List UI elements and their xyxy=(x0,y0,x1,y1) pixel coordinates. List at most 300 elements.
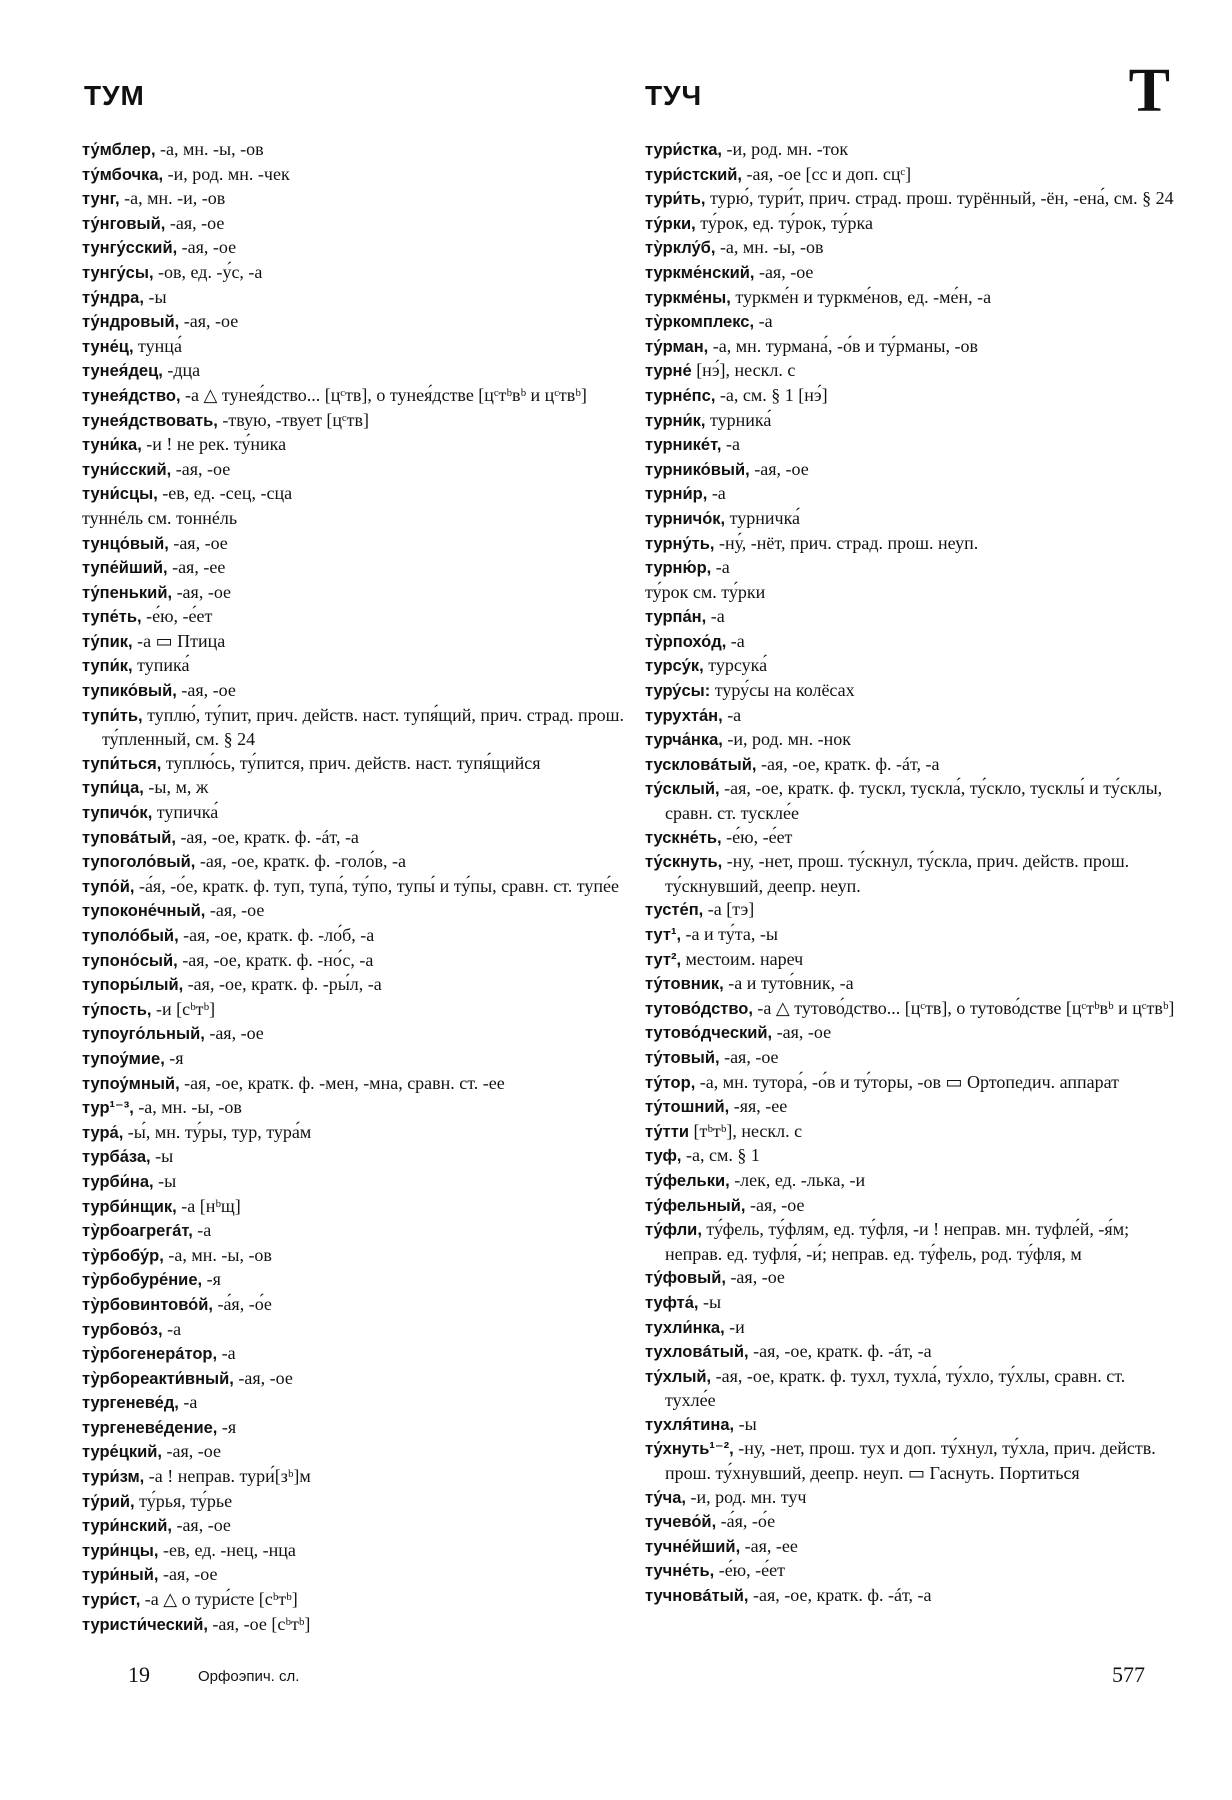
dictionary-entry xyxy=(645,679,1175,704)
dictionary-entry xyxy=(645,1095,1175,1120)
entry-definition: -а xyxy=(721,434,740,455)
entry-definition: -ы xyxy=(150,1146,174,1167)
entry-headword: ту́мблер, xyxy=(82,141,156,159)
entry-definition: -дца xyxy=(162,360,201,381)
entry-definition: -и, род. мн. туч xyxy=(686,1486,807,1507)
dictionary-entry xyxy=(645,581,1175,606)
entry-headword: тунея́дец, xyxy=(82,362,163,381)
dictionary-entry xyxy=(645,1437,1175,1485)
entry-headword: ту́ча, xyxy=(645,1488,687,1507)
entry-definition: -ая, -ое xyxy=(165,212,225,233)
entry-headword: тупе́ть, xyxy=(82,608,142,627)
dictionary-entry xyxy=(645,997,1175,1022)
entry-definition: -ая, -ое xyxy=(172,581,232,602)
entry-headword: турни́р, xyxy=(645,485,708,504)
dictionary-entry xyxy=(82,532,624,557)
dictionary-entry xyxy=(82,1121,624,1146)
dictionary-entry xyxy=(82,1072,624,1097)
entry-definition: -ая, -ее xyxy=(167,557,226,578)
dictionary-entry xyxy=(645,1510,1175,1535)
entry-definition: -я xyxy=(202,1269,221,1290)
dictionary-entry xyxy=(645,556,1175,581)
dictionary-entry xyxy=(82,507,624,532)
entry-headword: ту́товый, xyxy=(645,1048,720,1067)
entry-definition: -ая, -ое xyxy=(754,261,814,282)
entry-definition: -ая, -ое, кратк. ф. -мен, -мна, сравн. ст. -ее xyxy=(179,1072,505,1093)
entry-definition: туру́сы на колёсах xyxy=(710,680,855,701)
entry-headword: тунея́дство, xyxy=(82,386,181,405)
dictionary-entry xyxy=(645,1194,1175,1219)
entry-headword: ту́ндра, xyxy=(82,288,144,307)
entry-headword: тускне́ть, xyxy=(645,828,722,847)
entry-definition: -ая, -ое, кратк. ф. -ры́л, -а xyxy=(183,974,382,995)
entry-definition: -ну, -нет, прош. ту́скнул, ту́скла, прич. действ. прош. ту́скнувший, деепр. неуп. xyxy=(665,851,1130,896)
entry-headword: тупи́к, xyxy=(82,657,133,676)
dictionary-entry xyxy=(82,704,624,752)
dictionary-entry xyxy=(645,212,1175,237)
dictionary-entry xyxy=(645,1144,1175,1169)
entry-headword: турни́к, xyxy=(645,411,706,430)
entry-definition: -а и туто́вник, -а xyxy=(723,973,854,994)
entry-definition: -а xyxy=(217,1343,236,1364)
dictionary-entry xyxy=(645,261,1175,286)
left-guide-word: ТУМ xyxy=(84,80,145,111)
dictionary-entry xyxy=(82,163,624,188)
entry-definition: -и ! не рек. ту́ника xyxy=(141,434,287,455)
entry-headword: турсу́к, xyxy=(645,657,704,676)
entry-headword: тунгу́сы, xyxy=(82,263,154,282)
dictionary-entry xyxy=(82,310,624,335)
dictionary-entry xyxy=(645,507,1175,532)
entry-definition: -я xyxy=(164,1047,184,1068)
entry-headword: тунцо́вый, xyxy=(82,534,169,553)
entry-headword: ту́пенький, xyxy=(82,583,173,602)
dictionary-entry xyxy=(645,1584,1175,1609)
entry-headword: турне́ xyxy=(645,362,692,381)
signature-number: 19 xyxy=(128,1662,150,1687)
entry-definition: -ая, -ое, кратк. ф. -ло́б, -а xyxy=(178,925,375,945)
entry-definition: -я xyxy=(217,1416,237,1437)
dictionary-entry xyxy=(645,898,1175,923)
entry-headword: тургеневе́д, xyxy=(82,1394,179,1413)
entry-definition: -а ▭ Птица xyxy=(132,630,226,651)
entry-definition: -а, мн. турмана́, -о́в и ту́рманы, -ов xyxy=(708,335,978,356)
entry-headword: туповáтый, xyxy=(82,828,176,847)
entry-headword: туне́ц, xyxy=(82,337,134,356)
dictionary-entry xyxy=(645,1413,1175,1438)
entry-definition: -ев, ед. -сец, -сца xyxy=(157,483,293,504)
entry-definition: -а ! неправ. тури́[зᵇ]м xyxy=(144,1466,311,1487)
dictionary-entry xyxy=(645,163,1175,188)
dictionary-entry xyxy=(82,1145,624,1170)
entry-headword: тури́стка, xyxy=(645,141,722,159)
dictionary-entry xyxy=(645,1486,1175,1511)
dictionary-entry xyxy=(645,1169,1175,1194)
entry-headword: турухта́н, xyxy=(645,706,723,725)
right-guide-word: ТУЧ xyxy=(645,80,703,111)
entry-headword: ту́скнуть, xyxy=(645,853,723,872)
entry-definition: -а △ о тури́сте [сᵇтᵇ] xyxy=(140,1589,298,1610)
entry-definition: -ая, -ее xyxy=(740,1535,798,1556)
entry-definition: турничка́ xyxy=(725,507,801,528)
dictionary-entry xyxy=(82,899,624,924)
entry-definition: -ая, -ое xyxy=(171,1515,231,1536)
entry-headword: туркме́ны, xyxy=(645,288,731,307)
dictionary-entry xyxy=(82,556,624,581)
entry-headword: турну́ть, xyxy=(645,534,715,553)
entry-headword: ту́нговый, xyxy=(82,214,166,233)
entry-definition: -твую, -твует [цᶜтв] xyxy=(217,409,370,430)
entry-headword: туф, xyxy=(645,1147,682,1166)
dictionary-entry xyxy=(645,1071,1175,1096)
entry-definition: турника́ xyxy=(705,409,772,430)
dictionary-entry xyxy=(645,236,1175,261)
entry-definition: -ая, -ое xyxy=(168,532,228,553)
dictionary-entry xyxy=(645,605,1175,630)
entry-headword: тури́нский, xyxy=(82,1517,172,1536)
dictionary-entry xyxy=(645,654,1175,679)
entry-definition: -ая, -ое xyxy=(745,1194,805,1215)
right-column xyxy=(645,138,1175,1609)
dictionary-entry xyxy=(82,261,624,286)
dictionary-entry xyxy=(82,1490,624,1515)
dictionary-entry xyxy=(82,236,624,261)
entry-definition: -ая, -ое, кратк. ф. -голо́в, -а xyxy=(195,851,407,872)
entry-headword: туни́сцы, xyxy=(82,485,158,504)
entry-definition: -а, мн. тутора́, -о́в и ту́торы, -ов ▭ Ортопедич. аппарат xyxy=(695,1071,1120,1092)
entry-definition: -ая, -ое, кратк. ф. -áт, -а xyxy=(756,753,940,774)
dictionary-entry xyxy=(82,1268,624,1293)
dictionary-entry xyxy=(82,458,624,483)
dictionary-entry xyxy=(82,335,624,360)
entry-definition: -а и ту́та, -ы xyxy=(681,924,778,944)
entry-definition: -ая, -ое xyxy=(176,680,236,701)
entry-headword: тупоры́лый, xyxy=(82,976,184,995)
dictionary-entry xyxy=(82,1367,624,1392)
entry-definition: -ая, -ое xyxy=(749,458,809,479)
entry-definition: -а xyxy=(162,1318,182,1339)
dictionary-entry xyxy=(645,335,1175,360)
page-number: 577 xyxy=(1112,1662,1145,1687)
dictionary-entry xyxy=(82,801,624,826)
dictionary-entry xyxy=(645,948,1175,973)
dictionary-entry xyxy=(82,949,624,974)
entry-definition: -а xyxy=(722,704,742,725)
entry-headword: тупоу́мный, xyxy=(82,1074,180,1093)
dictionary-entry xyxy=(82,1318,624,1343)
dictionary-entry xyxy=(82,776,624,801)
entry-headword: тупи́ть, xyxy=(82,706,143,725)
dictionary-entry xyxy=(645,1021,1175,1046)
entry-headword: ту̀рбовинтово́й, xyxy=(82,1295,213,1314)
entry-headword: тучне́ть, xyxy=(645,1562,715,1581)
entry-headword: туфта́, xyxy=(645,1293,699,1312)
entry-headword: ту́фельный, xyxy=(645,1196,746,1215)
entry-definition: -ая, -ое, кратк. ф. -áт, -а xyxy=(175,826,359,847)
entry-definition: -и, род. мн. -чек xyxy=(163,163,290,184)
entry-definition: -ая, -ое, кратк. ф. -áт, -а xyxy=(748,1341,932,1362)
entry-definition: -и xyxy=(724,1316,745,1337)
entry-definition: -ая, -ое xyxy=(204,1023,264,1044)
entry-headword: турби́на, xyxy=(82,1172,154,1191)
dictionary-entry xyxy=(82,1195,624,1220)
dictionary-entry xyxy=(82,1514,624,1539)
entry-headword: тупоуго́льный, xyxy=(82,1025,205,1044)
dictionary-entry xyxy=(82,1563,624,1588)
entry-headword: тупоно́сый, xyxy=(82,951,178,970)
dictionary-entry xyxy=(645,409,1175,434)
dictionary-entry xyxy=(645,850,1175,898)
entry-headword: тури́ный, xyxy=(82,1566,159,1585)
dictionary-entry xyxy=(645,923,1175,948)
dictionary-entry xyxy=(82,1588,624,1613)
entry-headword: ту̀рборeакти́вный, xyxy=(82,1369,234,1388)
dictionary-entry xyxy=(82,998,624,1023)
entry-definition: туркме́н и туркме́нов, ед. -ме́н, -а xyxy=(730,286,992,307)
dictionary-entry xyxy=(645,630,1175,655)
entry-headword: ту́фли, xyxy=(645,1221,702,1240)
entry-headword: ту́пость, xyxy=(82,1000,152,1019)
entry-headword: туркме́нский, xyxy=(645,263,755,282)
entry-definition: -а xyxy=(754,311,773,332)
entry-definition: [нэ́], нескл. с xyxy=(691,360,796,381)
entry-definition: -а, см. § 1 xyxy=(681,1145,760,1166)
entry-headword: тухля́тина, xyxy=(645,1415,735,1434)
entry-headword: турню́р, xyxy=(645,559,712,578)
entry-headword: тури́зм, xyxy=(82,1468,145,1487)
entry-headword: ту̀рбобуре́ние, xyxy=(82,1271,203,1290)
dictionary-entry xyxy=(645,187,1175,212)
entry-definition: -а [тэ] xyxy=(703,899,755,920)
entry-definition: туплю́сь, ту́пится, прич. действ. наст. тупя́щийся xyxy=(161,752,541,773)
entry-definition: -ая, -ое xyxy=(772,1022,832,1043)
dictionary-entry xyxy=(645,458,1175,483)
entry-definition: ту́фель, ту́флям, ед. ту́фля, -и ! неправ. мн. туфле́й, -я́м; неправ. ед. туфля́, -и́; неправ. ед. ту́фель, род. ту́фля, м xyxy=(665,1219,1130,1264)
entry-headword: тутово́дческий, xyxy=(645,1024,773,1043)
entry-headword: тунгу́сский, xyxy=(82,239,178,258)
entry-headword: ту́хнуть¹⁻², xyxy=(645,1440,734,1459)
entry-headword: тура́, xyxy=(82,1123,124,1142)
entry-headword: тунея́дствовать, xyxy=(82,411,218,430)
entry-headword: турничо́к, xyxy=(645,509,726,528)
dictionary-entry xyxy=(645,384,1175,409)
entry-definition: турю́, тури́т, прич. страд. прош. турённый, -ён, -ена́, см. § 24 xyxy=(705,188,1174,209)
dictionary-entry xyxy=(82,1465,624,1490)
entry-definition: -ая, -ое xyxy=(233,1367,293,1388)
entry-definition: -а xyxy=(711,557,730,578)
entry-definition: -а, мн. -ы, -ов xyxy=(163,1244,272,1265)
entry-headword: тури́стский, xyxy=(645,165,743,184)
dictionary-entry xyxy=(82,286,624,311)
entry-headword: тури́нцы, xyxy=(82,1541,159,1560)
entry-definition: -а △ тутово́дство... [цᶜтв], о тутово́дстве [цᶜтᵇвᵇ и цᶜтвᵇ] xyxy=(752,997,1175,1018)
entry-headword: тургеневе́дение, xyxy=(82,1418,218,1437)
entry-definition: тупика́ xyxy=(132,655,190,676)
dictionary-entry xyxy=(82,1096,624,1121)
entry-definition: -а, мн. -ы, -ов xyxy=(715,237,824,258)
entry-definition: -а xyxy=(726,630,745,651)
dictionary-entry xyxy=(82,630,624,655)
entry-definition: -ы xyxy=(153,1170,177,1191)
dictionary-entry xyxy=(645,1365,1175,1413)
entry-headword: тупе́йший, xyxy=(82,559,168,578)
entry-definition: ту́рок, ед. ту́рок, ту́рка xyxy=(695,212,873,233)
entry-definition: -ев, ед. -нец, -нца xyxy=(158,1539,296,1560)
dictionary-entry xyxy=(82,752,624,777)
entry-headword: тутово́дство, xyxy=(645,999,753,1018)
entry-headword: туполо́бый, xyxy=(82,927,179,945)
entry-definition: -а xyxy=(706,606,725,627)
entry-headword: ту̀рбобу́р, xyxy=(82,1246,164,1265)
entry-definition: -ая, -ое xyxy=(179,311,239,332)
dictionary-entry xyxy=(82,187,624,212)
dictionary-entry xyxy=(645,286,1175,311)
dictionary-entry xyxy=(645,777,1175,825)
entry-headword: туристи́ческий, xyxy=(82,1615,208,1634)
dictionary-entry xyxy=(645,1535,1175,1560)
entry-headword: турча́нка, xyxy=(645,731,723,750)
dictionary-entry xyxy=(82,973,624,998)
entry-headword: тупико́вый, xyxy=(82,682,177,701)
entry-headword: турба́за, xyxy=(82,1148,151,1167)
entry-headword: ту̀рклу́б, xyxy=(645,239,716,258)
dictionary-entry xyxy=(645,1266,1175,1291)
entry-definition: -ы xyxy=(698,1291,722,1312)
dictionary-entry xyxy=(82,1244,624,1269)
entry-headword: тупо́й, xyxy=(82,877,135,896)
dictionary-entry xyxy=(82,1047,624,1072)
entry-definition: тунца́ xyxy=(133,335,182,356)
entry-headword: турнико́вый, xyxy=(645,460,750,479)
entry-headword: ту́мбочка, xyxy=(82,165,164,184)
entry-definition: -е́ю, -е́ет xyxy=(714,1560,785,1581)
dictionary-entry xyxy=(82,138,624,163)
entry-headword: туни́ка, xyxy=(82,436,142,455)
entry-definition: ту́рья, ту́рье xyxy=(134,1490,233,1511)
entry-headword: турне́пс, xyxy=(645,386,716,405)
dictionary-entry xyxy=(645,359,1175,384)
entry-headword: тучне́йший, xyxy=(645,1537,741,1556)
entry-headword: тури́ст, xyxy=(82,1591,141,1610)
dictionary-entry xyxy=(645,753,1175,778)
entry-headword: тупи́ца, xyxy=(82,779,144,798)
dictionary-entry xyxy=(645,310,1175,335)
entry-headword: ту̀ркомплекс, xyxy=(645,313,755,332)
entry-headword: ту́тти xyxy=(645,1122,689,1141)
entry-headword: ту́тошний, xyxy=(645,1098,730,1117)
entry-definition: -ы, м, ж xyxy=(143,777,209,798)
entry-headword: тупоу́мие, xyxy=(82,1049,165,1068)
entry-definition: -и, род. мн. -ток xyxy=(721,139,849,159)
entry-definition: -ая, -ое, кратк. ф. -но́с, -а xyxy=(177,949,374,970)
entry-headword: туре́цкий, xyxy=(82,1443,162,1462)
dictionary-entry xyxy=(645,1120,1175,1145)
entry-headword: турпа́н, xyxy=(645,608,707,627)
entry-headword: ту́тор, xyxy=(645,1073,696,1092)
entry-headword: ту̀рбогенерáтор, xyxy=(82,1345,218,1364)
dictionary-entry xyxy=(82,1293,624,1318)
entry-definition: -ая, -ое, кратк. ф. -áт, -а xyxy=(748,1585,932,1606)
entry-definition: -а △ тунея́дство... [цᶜтв], о тунея́дстве [цᶜтᵇвᵇ и цᶜтвᵇ] xyxy=(180,384,587,405)
entry-headword: ту́фельки, xyxy=(645,1171,730,1190)
entry-definition: -ну, -нет, прош. тух и доп. ту́хнул, ту́хла, прич. действ. прош. ту́хнувший, деепр. неуп. ▭ Гаснуть. Портиться xyxy=(665,1438,1156,1484)
entry-definition: -и, род. мн. -нок xyxy=(722,729,852,750)
entry-definition: -а, мн. -и, -ов xyxy=(119,188,226,209)
dictionary-entry xyxy=(82,1022,624,1047)
entry-headword: тут², xyxy=(645,950,682,969)
entry-definition: -а [нᵇщ] xyxy=(176,1195,241,1216)
entry-definition: -ая, -ое xyxy=(158,1564,218,1585)
entry-definition: тупичка́ xyxy=(152,802,219,823)
entry-definition: -и [сᵇтᵇ] xyxy=(151,998,216,1019)
entry-definition: -ая, -ое xyxy=(161,1441,221,1462)
entry-headword: тупоконе́чный, xyxy=(82,902,206,921)
dictionary-entry xyxy=(645,1340,1175,1365)
entry-definition: -ая, -ое, кратк. ф. тускл, тускла́, ту́скло, тусклы́ и ту́склы, сравн. ст. тускле́е xyxy=(665,778,1163,824)
entry-definition: туннéль см. тоннéль xyxy=(82,507,238,528)
entry-headword: туру́сы: xyxy=(645,682,711,701)
dictionary-entry xyxy=(645,826,1175,851)
dictionary-entry xyxy=(82,826,624,851)
entry-definition: [тᵇтᵇ], нескл. с xyxy=(688,1120,803,1141)
dictionary-entry xyxy=(645,482,1175,507)
entry-definition: -ы xyxy=(143,286,167,307)
dictionary-entry xyxy=(645,138,1175,163)
entry-headword: тусте́п, xyxy=(645,901,704,920)
dictionary-entry xyxy=(82,1440,624,1465)
dictionary-entry xyxy=(645,433,1175,458)
entry-definition: -ы́, мн. ту́ры, тур, тура́м xyxy=(123,1121,312,1142)
entry-definition: -ая, -ое [сс и доп. сцᶜ] xyxy=(742,163,912,184)
entry-definition: -а́я, -о́е xyxy=(716,1511,776,1532)
entry-definition: -ы xyxy=(734,1413,757,1434)
entry-headword: туни́сский, xyxy=(82,460,172,479)
dictionary-entry xyxy=(82,850,624,875)
entry-definition: -яя, -ее xyxy=(729,1096,788,1117)
dictionary-entry xyxy=(645,1316,1175,1341)
dictionary-entry xyxy=(645,728,1175,753)
dictionary-entry xyxy=(82,1342,624,1367)
entry-definition: -а xyxy=(707,483,726,504)
dictionary-entry xyxy=(82,1416,624,1441)
entry-headword: тупи́ться, xyxy=(82,754,162,773)
dictionary-entry xyxy=(645,1218,1175,1266)
entry-definition: -ая, -ое xyxy=(719,1046,779,1067)
entry-definition: -а́я, -о́е xyxy=(212,1293,272,1314)
entry-definition: -а, мн. -ы, -ов xyxy=(155,139,264,159)
section-letter: Т xyxy=(1128,57,1170,125)
entry-headword: ту́хлый, xyxy=(645,1367,712,1386)
entry-definition: -а xyxy=(192,1220,212,1241)
entry-headword: тупичо́к, xyxy=(82,804,153,823)
dictionary-entry xyxy=(82,875,624,900)
entry-headword: ту́товник, xyxy=(645,975,724,994)
dictionary-entry xyxy=(82,924,624,949)
entry-definition: -а́я, -о́е, кратк. ф. туп, тупа́, ту́по, тупы́ и ту́пы, сравн. ст. тупе́е xyxy=(134,875,619,896)
entry-headword: ту́рки, xyxy=(645,214,696,233)
entry-definition: -ая, -ое xyxy=(725,1267,785,1288)
entry-headword: ту̀рбоагрегáт, xyxy=(82,1222,193,1241)
entry-headword: тут¹, xyxy=(645,926,682,944)
entry-headword: турбово́з, xyxy=(82,1320,163,1339)
dictionary-entry xyxy=(82,384,624,409)
entry-headword: тучево́й, xyxy=(645,1513,717,1532)
dictionary-entry xyxy=(82,581,624,606)
entry-headword: тунг, xyxy=(82,190,120,209)
entry-definition: -лек, ед. -лька, -и xyxy=(729,1169,866,1190)
entry-headword: ту́пик, xyxy=(82,632,133,651)
entry-definition: -ая, -ое xyxy=(171,458,231,479)
